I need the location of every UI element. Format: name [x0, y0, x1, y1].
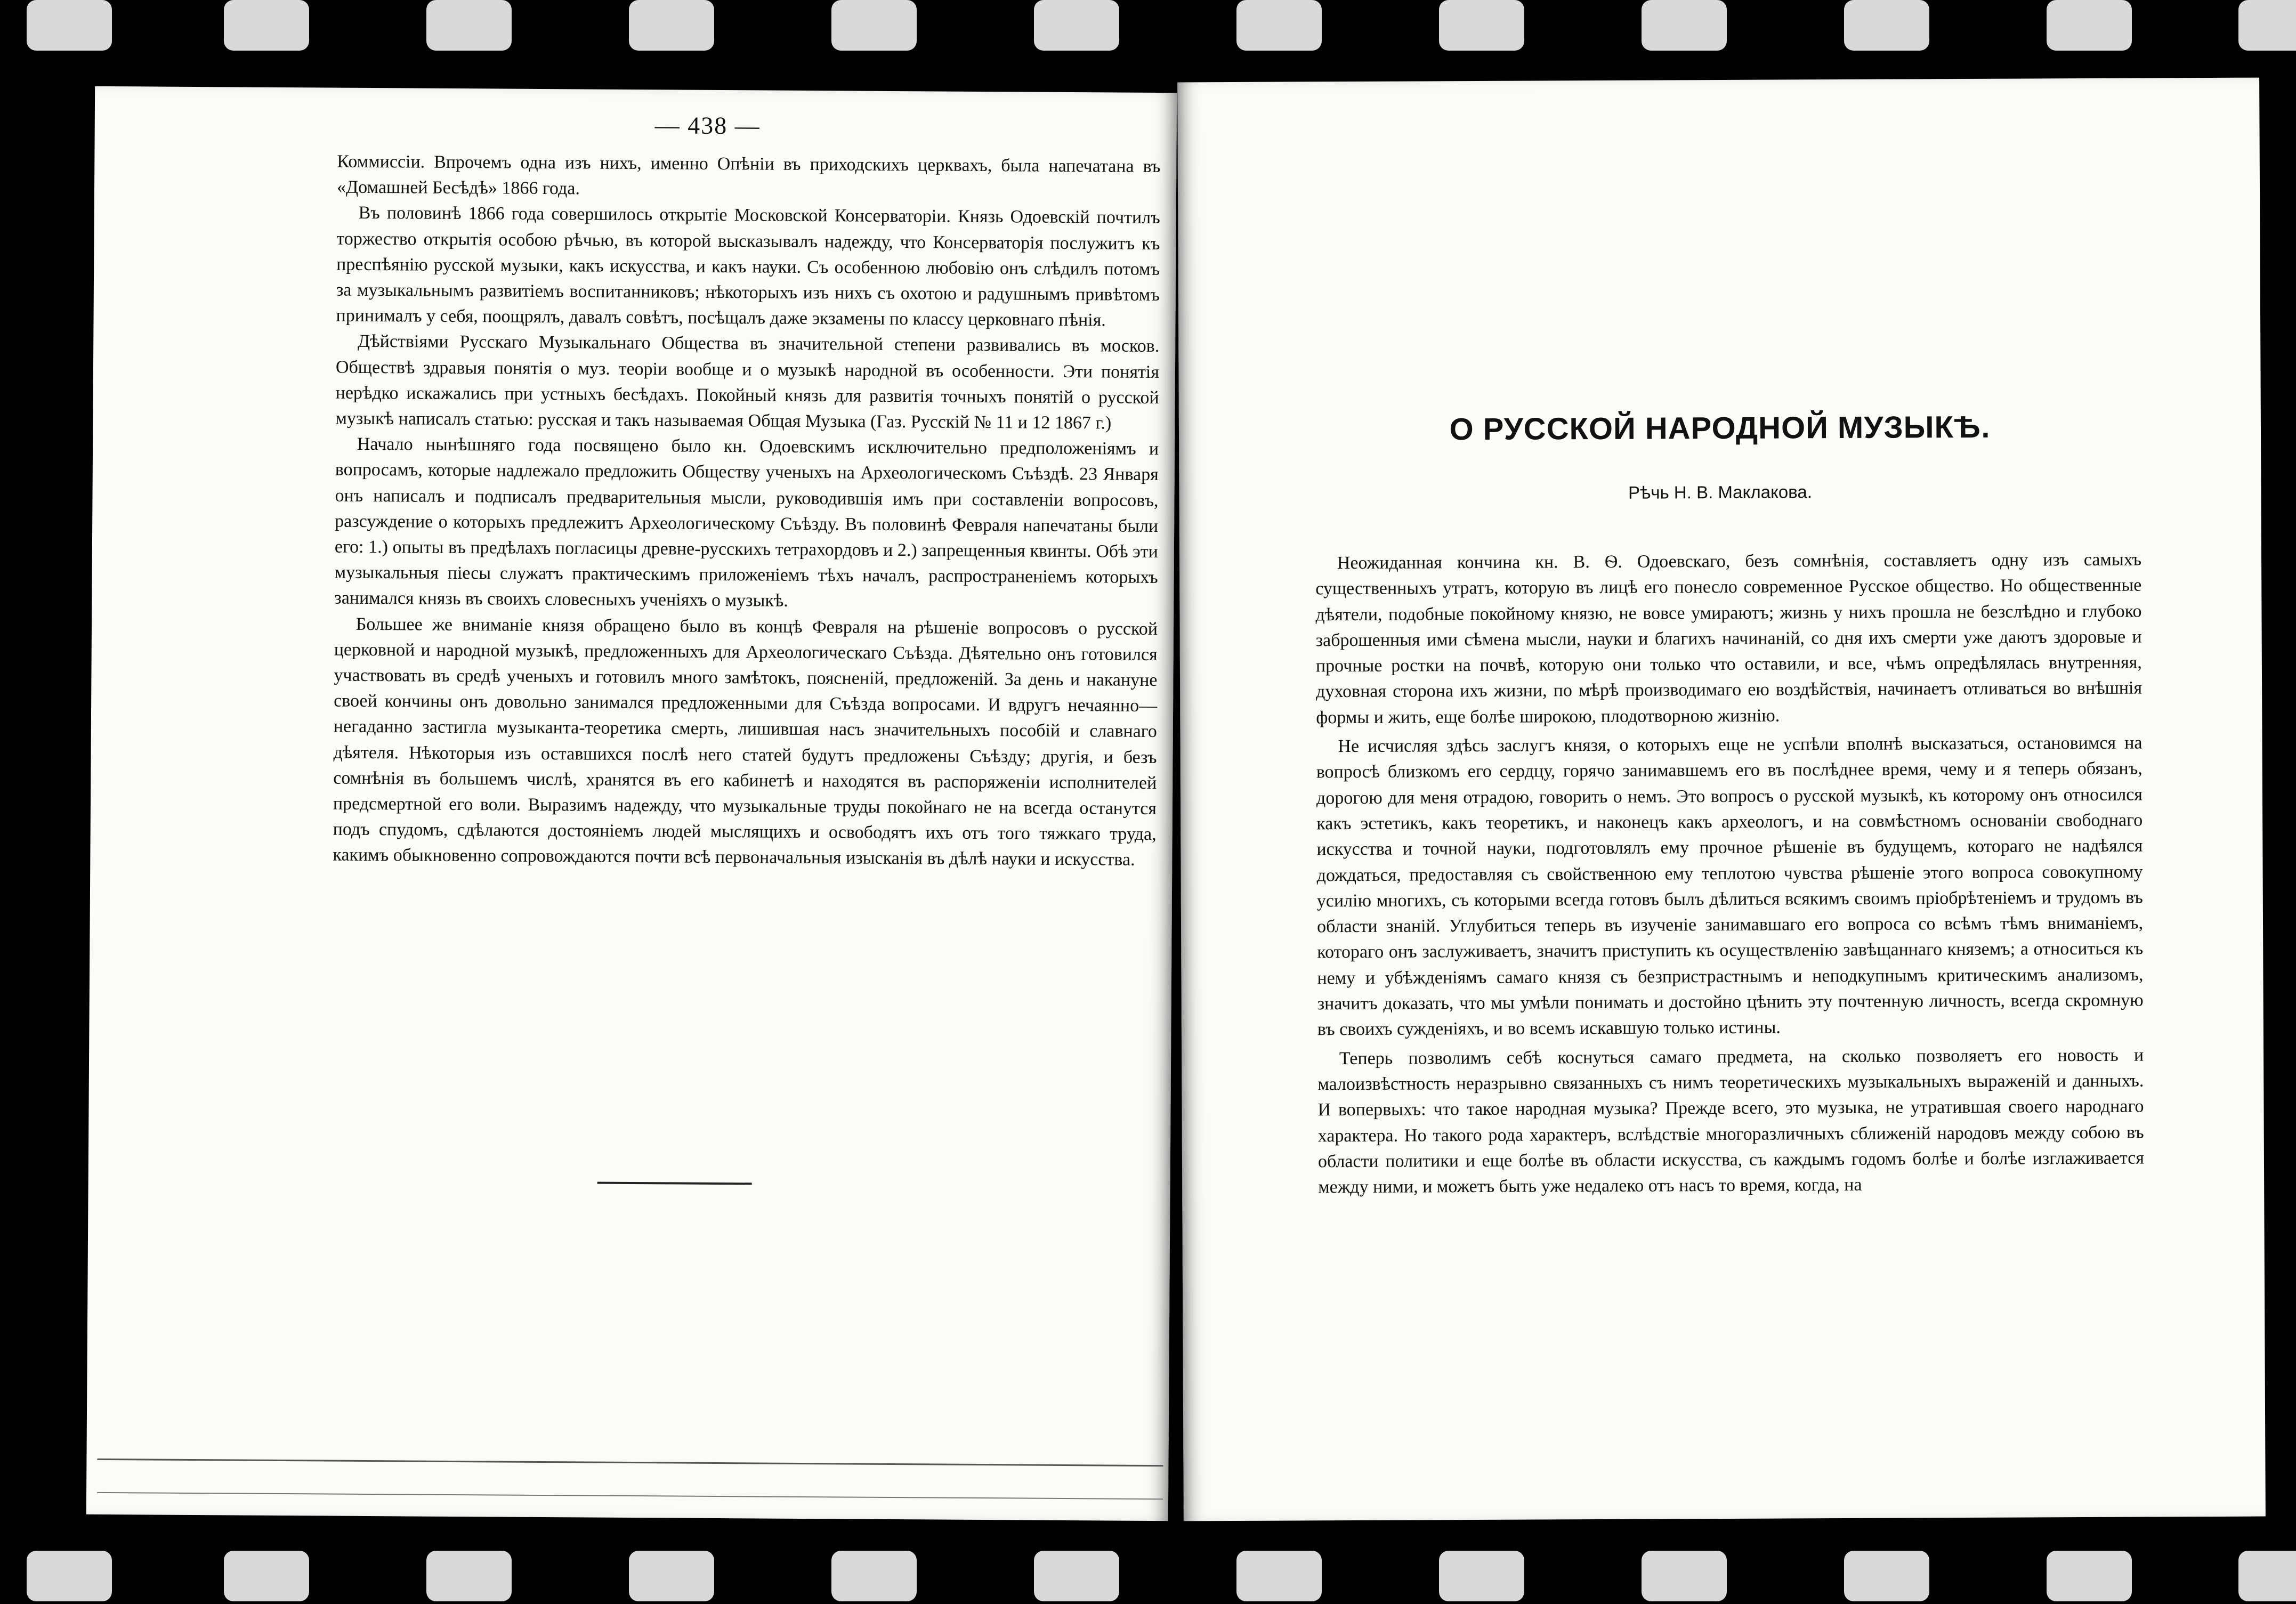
perforation-hole — [1642, 1551, 1727, 1601]
paragraph: Неожиданная кончина кн. В. Ѳ. Одоевскаго, безъ сомнѣнія, составляетъ одну изъ самыхъ существенныхъ утратъ, которую въ лицѣ его понесло современное Русское общество. Но общественные дѣятели, подобные покойному князю, не вовсе умираютъ; жизнь у нихъ прошла не безслѣдно и глубоко заброшенныя ими сѣмена мысли, науки и благихъ начинаній, со дня ихъ смерти уже даютъ здоровые и прочные ростки на почвѣ, которую они только что оставили, и все, чѣмъ опредѣлялась внутренняя, духовная сторона ихъ жизни, по мѣрѣ производимаго ею воздѣйствія, начинаетъ отливаться во внѣшнія формы и жить, еще болѣе широкою, плодотворною жизнію. — [1315, 549, 2143, 728]
article-title: О РУССКОЙ НАРОДНОЙ МУЗЫКѢ. — [1449, 409, 1991, 447]
perforation-hole — [1642, 0, 1727, 51]
paragraph: Большее же вниманіе князя обращено было въ концѣ Февраля на рѣшеніе вопросовъ о русской церковной и народной музыкѣ, предложенныхъ для Археологическаго Съѣзда. Дѣятельно онъ готовился участвовать въ средѣ ученыхъ и готовилъ много замѣтокъ, поясненій, предложеній. За день и накануне своей кончины онъ довольно занимался предложенными для Съѣзда вопросами. И вдругъ нечаянно—негаданно застигла музыканта-теоретика смерть, лишившая насъ значительныхъ пособій и славнаго дѣятеля. Нѣкоторыя изъ оставшихся послѣ него статей будутъ предложены Съѣзду; другія, и безъ сомнѣнія въ большемъ числѣ, хранятся въ его кабинетѣ и находятся въ распоряженіи исполнителей предсмертной его воли. Выразимъ надежду, что музыкальные труды покойнаго не на всегда останутся подъ спудомъ, сдѣлаются достояніемъ людей мыслящихъ и освободятъ ихъ отъ того тяжкаго труда, какимъ обыкновенно сопровождаются почти всѣ первоначальныя изысканія въ дѣлѣ науки и искусства. — [333, 614, 1158, 870]
perforation-hole — [1439, 1551, 1524, 1601]
perforation-hole — [629, 1551, 714, 1601]
perforation-hole — [224, 1551, 309, 1601]
perforation-hole — [1034, 1551, 1119, 1601]
paragraph: Начало нынѣшняго года посвящено было кн. Одоевскимъ исключительно предположеніямъ и вопросамъ, которые надлежало предложить Обществу ученыхъ на Археологическомъ Съѣздѣ. 23 Января онъ написалъ и подписалъ предварительныя мысли, руководившія имъ при составленіи вопросовъ, разсуждение о которыхъ предлежитъ Археологическому Съѣзду. Въ половинѣ Февраля напечатаны были его: 1.) опыты въ предѣлахъ погласицы древне-русскихъ тетрахордовъ и 2.) запрещенныя квинты. Обѣ эти музыкальныя піесы служатъ практическимъ приложеніемъ тѣхъ началъ, распространеніемъ которыхъ занимался князь въ своихъ словесныхъ ученіяхъ о музыкѣ. — [334, 434, 1159, 611]
perforation-hole — [629, 0, 714, 51]
perforation-hole — [27, 0, 112, 51]
perforation-hole — [2047, 1551, 2132, 1601]
perforation-hole — [426, 1551, 512, 1601]
film-perforations-top — [0, 0, 2296, 75]
perforation-hole — [1236, 0, 1322, 51]
perforation-hole — [1844, 0, 1929, 51]
perforation-hole — [224, 0, 309, 51]
paragraph: Въ половинѣ 1866 года совершилось открытіе Московской Консерваторіи. Князь Одоевскій почтилъ торжество открытія особою рѣчью, въ которой высказывалъ надежду, что Консерваторія послужитъ къ преспѣянію русской музыки, какъ искусства, и какъ науки. Съ особенною любовію онъ слѣдилъ потомъ за музыкальнымъ развитіемъ воспитанниковъ; нѣкоторыхъ изъ нихъ съ охотою и радушнымъ привѣтомъ принималъ у себя, поощрялъ, давалъ совѣтъ, посѣщалъ даже экзамены по классу церковнаго пѣнія. — [336, 203, 1160, 330]
paragraph: Не исчисляя здѣсь заслугъ князя, о которыхъ еще не успѣли вполнѣ высказаться, остановимся на вопросѣ близкомъ его сердцу, горячо занимавшемъ его въ послѣднее время, чему и я теперь обязанъ, дорогою для меня отрадою, говорить о немъ. Это вопросъ о русской музыкѣ, къ которому онъ относился какъ эстетикъ, какъ теоретикъ, и наконецъ какъ археологъ, и на совмѣстномъ основаніи свободнаго искусства и точной науки, подготовлялъ ему прочное рѣшеніе въ будущемъ, котораго не надѣялся дождаться, предоставляя съ свойственною ему теплотою чувства рѣшеніе этого вопроса совокупному усилію многихъ, съ которыми всегда готовъ былъ дѣлиться всякимъ своимъ пріобрѣтеніемъ и трудомъ въ области знаній. Углубиться теперь въ изученіе занимавшаго его вопроса со всѣмъ тѣмъ вниманіемъ, котораго онъ заслуживаетъ, значитъ приступить къ осуществленію завѣщаннаго княземъ; а относиться къ нему и убѣжденіямъ самаго князя съ безпристрастнымъ и неподкупнымъ критическимъ анализомъ, значитъ доказать, что мы умѣли понимать и достойно цѣнить эту почтенную личность, всегда скромную въ своихъ сужденіяхъ, и во всемъ искавшую только истины. — [1316, 733, 2144, 1040]
article-subtitle: Рѣчь Н. В. Маклакова. — [1628, 482, 1812, 503]
perforation-hole — [831, 1551, 917, 1601]
page-number: — 438 — — [654, 111, 761, 140]
end-rule — [597, 1182, 752, 1185]
left-page — [86, 86, 1177, 1521]
perforation-hole — [27, 1551, 112, 1601]
film-perforations-bottom — [0, 1529, 2296, 1604]
right-page — [1177, 78, 2266, 1521]
perforation-hole — [426, 0, 512, 51]
paragraph: Коммиссіи. Впрочемъ одна изъ нихъ, именно Опѣніи въ приходскихъ церквахъ, была напечатана въ «Домашней Бесѣдѣ» 1866 года. — [336, 151, 1161, 199]
paragraph: Теперь позволимъ себѣ коснуться самаго предмета, на сколько позволяетъ его новость и малоизвѣстность неразрывно связанныхъ съ нимъ теоретическихъ музыкальныхъ выраженій и данныхъ. И вопервыхъ: что такое народная музыка? Прежде всего, это музыка, не утратившая своего народнаго характера. Но такого рода характеръ, вслѣдствіе многоразличныхъ сближеній народовъ между собою въ области политики и еще болѣе въ области искусства, съ каждымъ годомъ болѣе и болѣе изглаживается между ними, и можетъ быть уже недалеко отъ насъ то время, когда, на — [1317, 1045, 2145, 1197]
page-edge-lines — [97, 1459, 1163, 1500]
perforation-hole — [1034, 0, 1119, 51]
perforation-hole — [2238, 1551, 2296, 1601]
perforation-hole — [2047, 0, 2132, 51]
perforation-hole — [1844, 1551, 1929, 1601]
perforation-hole — [831, 0, 917, 51]
perforation-hole — [2238, 0, 2296, 51]
perforation-hole — [1236, 1551, 1322, 1601]
perforation-hole — [1439, 0, 1524, 51]
paragraph: Дѣйствіями Русскаго Музыкальнаго Общества въ значительной степени развивались въ москов. Обществѣ здравыя понятія о муз. теоріи вообще и о музыкѣ народной въ особенности. Эти понятія нерѣдко искажались при устныхъ бесѣдахъ. Покойный князь для развитія точныхъ понятій о русской музыкѣ написалъ статью: русская и такъ называемая Общая Музыка (Газ. Русскій № 11 и 12 1867 г.) — [335, 331, 1160, 433]
right-page-text — [1315, 547, 2144, 1204]
left-page-text — [333, 149, 1160, 873]
